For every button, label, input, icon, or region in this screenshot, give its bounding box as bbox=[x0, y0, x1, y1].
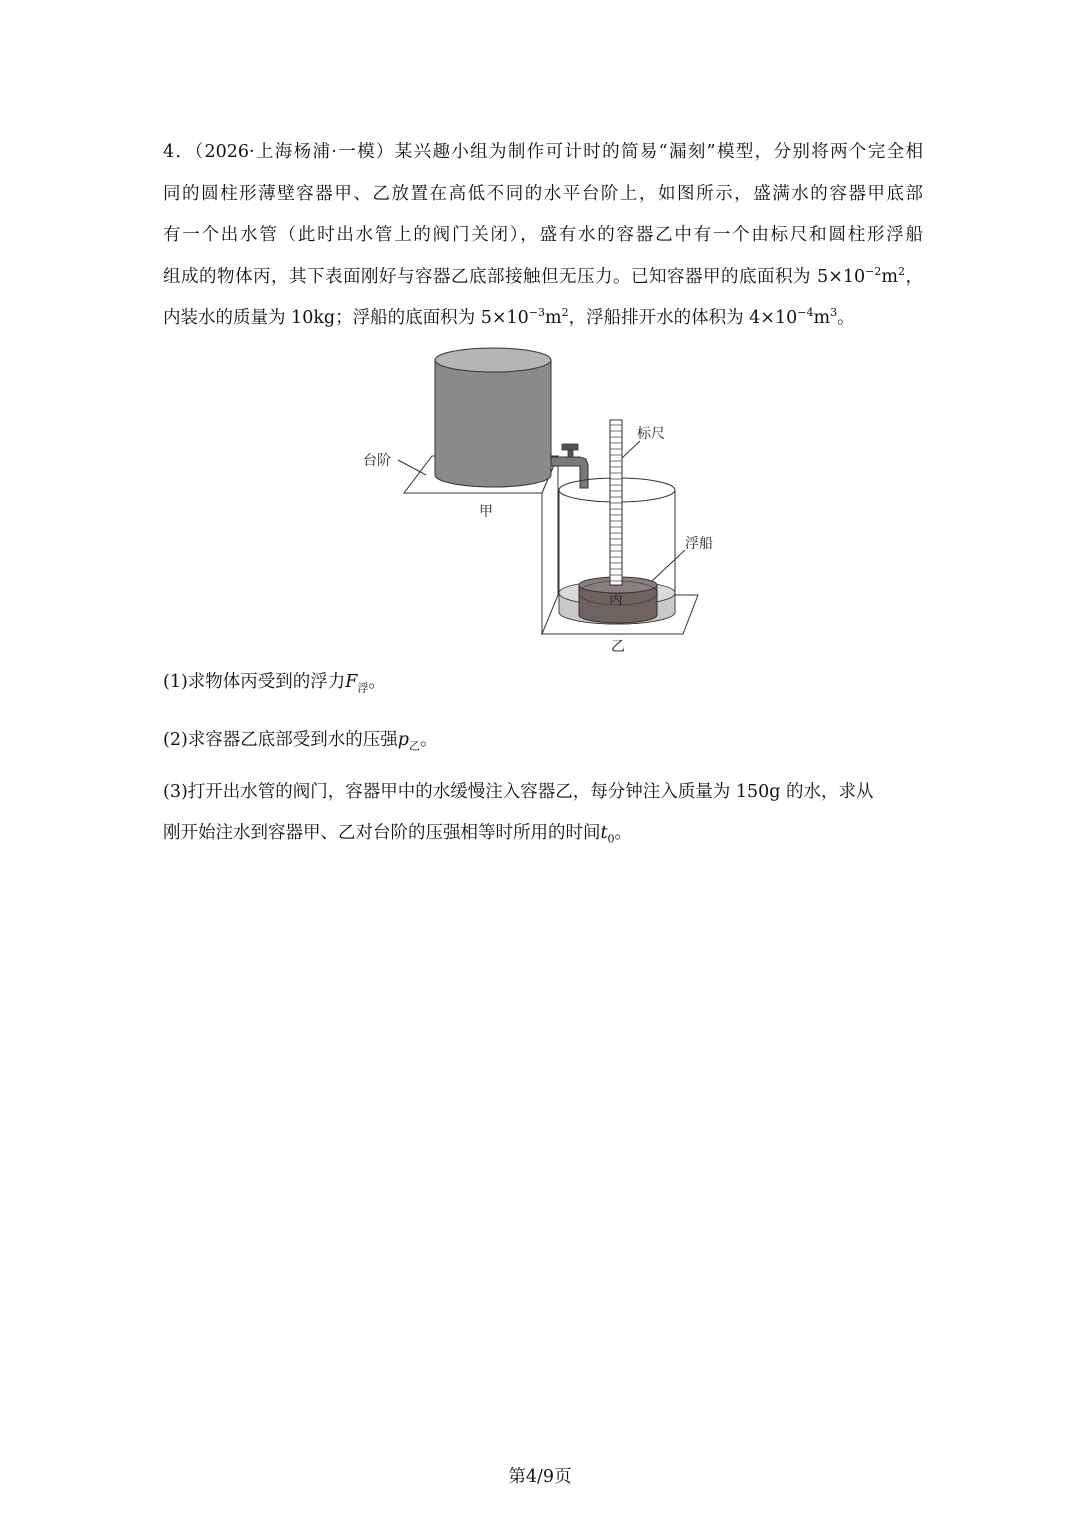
problem-line-3: 有一个出水管（此时出水管上的阀门关闭），盛有水的容器乙中有一个由标尺和圆柱形浮船 bbox=[163, 225, 923, 245]
question-1: (1)求物体丙受到的浮力$F_浮$。 bbox=[163, 672, 386, 695]
problem-line-4: 组成的物体丙，其下表面刚好与容器乙底部接触但无压力。已知容器甲的底面积为 $5\times 10^{-2}m^2$， bbox=[163, 264, 923, 287]
container-jia-top bbox=[435, 348, 551, 372]
container-jia bbox=[435, 360, 551, 487]
leader-step bbox=[398, 460, 426, 475]
label-boat: 浮船 bbox=[685, 536, 713, 552]
problem-statement bbox=[163, 132, 923, 340]
question-3-line-2: 刚开始注水到容器甲、乙对台阶的压强相等时所用的时间$t_0$。 bbox=[163, 823, 633, 846]
question-3-line-1: (3)打开出水管的阀门，容器甲中的水缓慢注入容器乙，每分钟注入质量为 150g 的水，求从 bbox=[163, 782, 874, 802]
label-ruler: 标尺 bbox=[637, 426, 665, 442]
leader-boat bbox=[652, 550, 685, 581]
problem-line-5: 内装水的质量为 10kg；浮船的底面积为 $5\times 10^{-3}m^2$，浮船排开水的体积为 $4\times 10^{-4}m^3$。 bbox=[163, 306, 855, 328]
valve-handle bbox=[562, 444, 578, 450]
page-number: 第4/9页 bbox=[508, 1467, 572, 1487]
leader-ruler bbox=[622, 441, 640, 458]
label-bing: 丙 bbox=[609, 592, 623, 608]
label-step: 台阶 bbox=[363, 453, 391, 469]
apparatus-figure bbox=[330, 345, 713, 655]
question-2: (2)求容器乙底部受到水的压强$p_乙$。 bbox=[163, 730, 438, 753]
problem-line-2: 同的圆柱形薄壁容器甲、乙放置在高低不同的水平台阶上，如图所示，盛满水的容器甲底部 bbox=[163, 183, 923, 204]
ruler bbox=[610, 420, 622, 585]
label-jia: 甲 bbox=[479, 504, 493, 520]
problem-number: 4． bbox=[163, 142, 195, 162]
label-yi: 乙 bbox=[611, 639, 625, 655]
problem-line-1: 4．（2026·上海杨浦·一模）某兴趣小组为制作可计时的简易“漏刻”模型，分别将两个完全相 bbox=[163, 142, 923, 162]
